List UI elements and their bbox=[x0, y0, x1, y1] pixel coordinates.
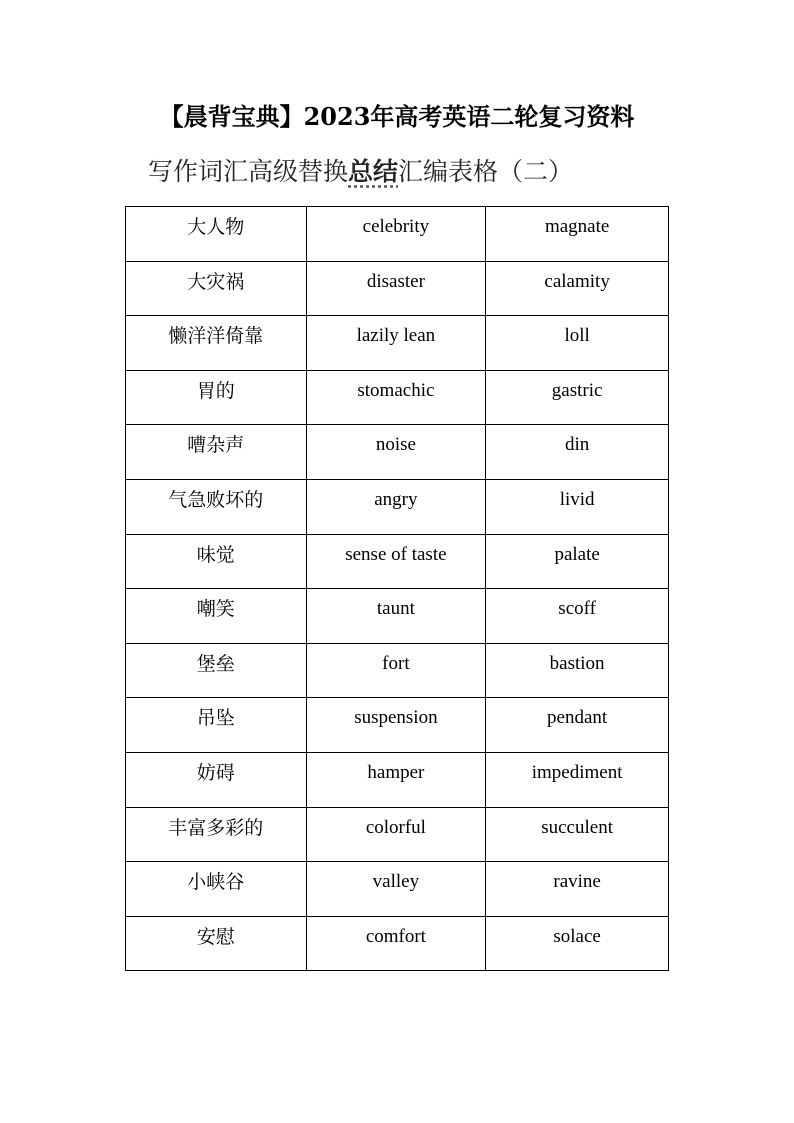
basic-word-cell: comfort bbox=[306, 916, 486, 971]
chinese-meaning-cell: 堡垒 bbox=[126, 643, 307, 698]
page-title: 【晨背宝典】2023年高考英语二轮复习资料 bbox=[159, 102, 635, 131]
advanced-word-cell: ravine bbox=[486, 862, 669, 917]
chinese-meaning-cell: 气急败坏的 bbox=[126, 479, 307, 534]
chinese-meaning-cell: 味觉 bbox=[126, 534, 307, 589]
chinese-meaning-cell: 大灾祸 bbox=[126, 261, 307, 316]
basic-word-cell: valley bbox=[306, 862, 486, 917]
chinese-meaning-cell: 吊坠 bbox=[126, 698, 307, 753]
chinese-meaning-cell: 妨碍 bbox=[126, 752, 307, 807]
table-row bbox=[126, 370, 669, 425]
basic-word-cell: taunt bbox=[306, 589, 486, 644]
basic-word-cell: fort bbox=[306, 643, 486, 698]
advanced-word-cell: loll bbox=[486, 316, 669, 371]
advanced-word-cell: livid bbox=[486, 479, 669, 534]
basic-word-cell: noise bbox=[306, 425, 486, 480]
table-row bbox=[126, 261, 669, 316]
basic-word-cell: disaster bbox=[306, 261, 486, 316]
table-row bbox=[126, 534, 669, 589]
advanced-word-cell: gastric bbox=[486, 370, 669, 425]
subtitle bbox=[148, 152, 573, 192]
vocabulary-table bbox=[125, 206, 669, 971]
chinese-meaning-cell: 嘲笑 bbox=[126, 589, 307, 644]
advanced-word-cell: din bbox=[486, 425, 669, 480]
table-row bbox=[126, 807, 669, 862]
chinese-meaning-cell: 嘈杂声 bbox=[126, 425, 307, 480]
advanced-word-cell: palate bbox=[486, 534, 669, 589]
table-row bbox=[126, 316, 669, 371]
basic-word-cell: sense of taste bbox=[306, 534, 486, 589]
advanced-word-cell: bastion bbox=[486, 643, 669, 698]
advanced-word-cell: solace bbox=[486, 916, 669, 971]
table-row bbox=[126, 425, 669, 480]
chinese-meaning-cell: 懒洋洋倚靠 bbox=[126, 316, 307, 371]
table-row bbox=[126, 479, 669, 534]
advanced-word-cell: pendant bbox=[486, 698, 669, 753]
table-row bbox=[126, 207, 669, 262]
table-row bbox=[126, 589, 669, 644]
chinese-meaning-cell: 胃的 bbox=[126, 370, 307, 425]
table-row bbox=[126, 643, 669, 698]
basic-word-cell: hamper bbox=[306, 752, 486, 807]
chinese-meaning-cell: 大人物 bbox=[126, 207, 307, 262]
subtitle-part2: 汇编表格（二） bbox=[398, 157, 574, 186]
advanced-word-cell: scoff bbox=[486, 589, 669, 644]
basic-word-cell: celebrity bbox=[306, 207, 486, 262]
subtitle-part1: 写作词汇高级替换 bbox=[148, 157, 349, 186]
basic-word-cell: colorful bbox=[306, 807, 486, 862]
subtitle-emphasis: 总结 bbox=[348, 157, 399, 186]
chinese-meaning-cell: 安慰 bbox=[126, 916, 307, 971]
advanced-word-cell: calamity bbox=[486, 261, 669, 316]
basic-word-cell: lazily lean bbox=[306, 316, 486, 371]
chinese-meaning-cell: 丰富多彩的 bbox=[126, 807, 307, 862]
chinese-meaning-cell: 小峡谷 bbox=[126, 862, 307, 917]
advanced-word-cell: magnate bbox=[486, 207, 669, 262]
table-row bbox=[126, 862, 669, 917]
basic-word-cell: stomachic bbox=[306, 370, 486, 425]
table-row bbox=[126, 752, 669, 807]
basic-word-cell: suspension bbox=[306, 698, 486, 753]
table-row bbox=[126, 916, 669, 971]
table-row bbox=[126, 698, 669, 753]
advanced-word-cell: succulent bbox=[486, 807, 669, 862]
advanced-word-cell: impediment bbox=[486, 752, 669, 807]
basic-word-cell: angry bbox=[306, 479, 486, 534]
